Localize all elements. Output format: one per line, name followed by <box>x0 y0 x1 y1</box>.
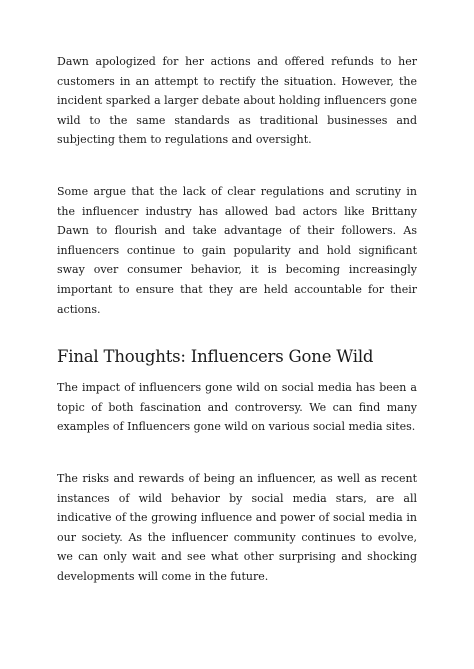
paragraph-risks-rewards: The risks and rewards of being an influencer, as well as recent instances of wild behavior by social media stars, are all indicative of the growing influence and power of social media in our society. As the influencer community continues to evolve, we can only wait and see what other surprising and shocking developments will come in the future. <box>57 471 417 583</box>
document-page <box>57 52 417 586</box>
section-heading: Final Thoughts: Influencers Gone Wild <box>57 347 374 367</box>
paragraph-regulation-argument: Some argue that the lack of clear regulations and scrutiny in the influencer industry has allowed bad actors like Brittany Dawn to flourish and take advantage of their followers. As influencers continue to gain popularity and hold significant sway over consumer behavior, it is becoming increasingly important to ensure that they are held accountable for their actions. <box>57 184 417 316</box>
paragraph-dawn-apology: Dawn apologized for her actions and offered refunds to her customers in an attempt to rectify the situation. However, the incident sparked a larger debate about holding influencers gone wild to the same standards as traditional businesses and subjecting them to regulations and oversight. <box>57 55 417 147</box>
paragraph-impact: The impact of influencers gone wild on social media has been a topic of both fascination and controversy. We can find many examples of Influencers gone wild on various social media sites. <box>57 381 417 434</box>
